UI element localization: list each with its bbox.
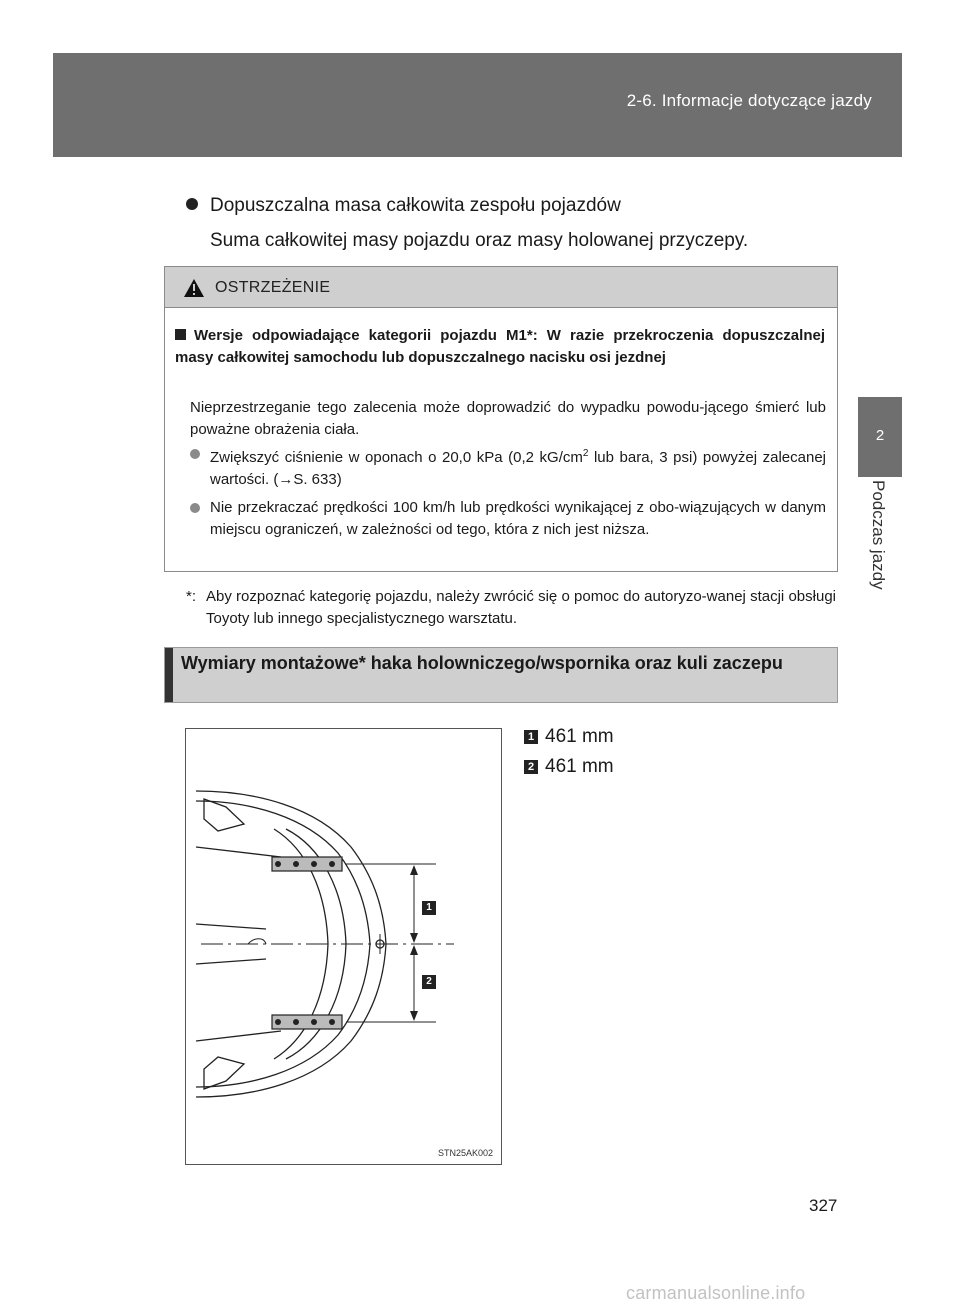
header-band [53, 53, 902, 157]
bullet-icon [190, 503, 200, 513]
chapter-tab[interactable] [858, 397, 902, 477]
item2-text: Nie przekraczać prędkości 100 km/h lub prędkości wynikającej z obo-wiązujących w danym miejscu ograniczeń, w zależności od tego, która z nich jest niższa. [210, 499, 826, 538]
warning-header [165, 267, 837, 308]
intro-text: Suma całkowitej masy pojazdu oraz masy holowanej przyczepy. [210, 230, 749, 251]
intro-bullet [186, 195, 621, 217]
section-heading-text: Wymiary montażowe* haka holowniczego/wspornika oraz kuli zaczepu [181, 653, 783, 673]
item1-sup: 2 [582, 448, 589, 459]
item1-text-b: lub bara, 3 psi) powyżej zalecanej wartości. ( [210, 449, 826, 488]
chapter-label [858, 480, 902, 630]
item1-text-a: Zwiększyć ciśnienie w oponach o 20,0 kPa (0,2 kG/cm [210, 449, 583, 466]
warning-heading-text: Wersje odpowiadające kategorii pojazdu M1*: W razie przekroczenia dopuszczalnej masy całkowitej samochodu lub dopuszczalnego nacisku osi jezdnej [175, 327, 825, 366]
square-bullet-icon [175, 329, 186, 340]
footnote-marker: *: [186, 588, 197, 605]
footnote-text: Aby rozpoznać kategorię pojazdu, należy zwrócić się o pomoc do autoryzo-wanej stacji obsługi Toyoty lub innego specjalistycznego warsztatu. [206, 588, 836, 627]
dimension-item-2 [524, 756, 614, 778]
bullet-icon [186, 198, 198, 210]
item1-page-ref[interactable]: S. 633) [293, 471, 342, 488]
chapter-label-text: Podczas jazdy [869, 480, 888, 590]
dimension-value: 461 mm [545, 726, 614, 747]
section-title: 2-6. Informacje dotyczące jazdy [626, 91, 872, 110]
watermark: carmanualsonline.info [626, 1283, 806, 1303]
number-badge-icon: 2 [524, 760, 538, 774]
warning-heading [175, 325, 825, 369]
warning-body: Nieprzestrzeganie tego zalecenia może doprowadzić do wypadku powodu-jącego śmierć lub poważne obrażenia ciała. [190, 399, 826, 438]
vehicle-rear-diagram [186, 729, 501, 1164]
dimension-item-1 [524, 726, 614, 748]
number-badge-icon: 1 [524, 730, 538, 744]
callout-2-label: 2 [426, 976, 432, 987]
intro-bullet-text: Dopuszczalna masa całkowita zespołu pojazdów [210, 195, 621, 216]
callout-1-label: 1 [426, 902, 432, 913]
warning-triangle-icon [183, 278, 205, 298]
warning-title: OSTRZEŻENIE [215, 279, 331, 296]
section-edge [165, 648, 173, 702]
dimension-value: 461 mm [545, 756, 614, 777]
towing-hitch-figure [185, 728, 502, 1165]
section-heading [164, 647, 838, 703]
figure-code: STN25AK002 [437, 1148, 493, 1158]
bullet-icon [190, 449, 200, 459]
chapter-number: 2 [875, 427, 885, 444]
arrow-icon: → [278, 471, 294, 488]
page-number: 327 [809, 1196, 838, 1215]
warning-box [164, 266, 838, 572]
